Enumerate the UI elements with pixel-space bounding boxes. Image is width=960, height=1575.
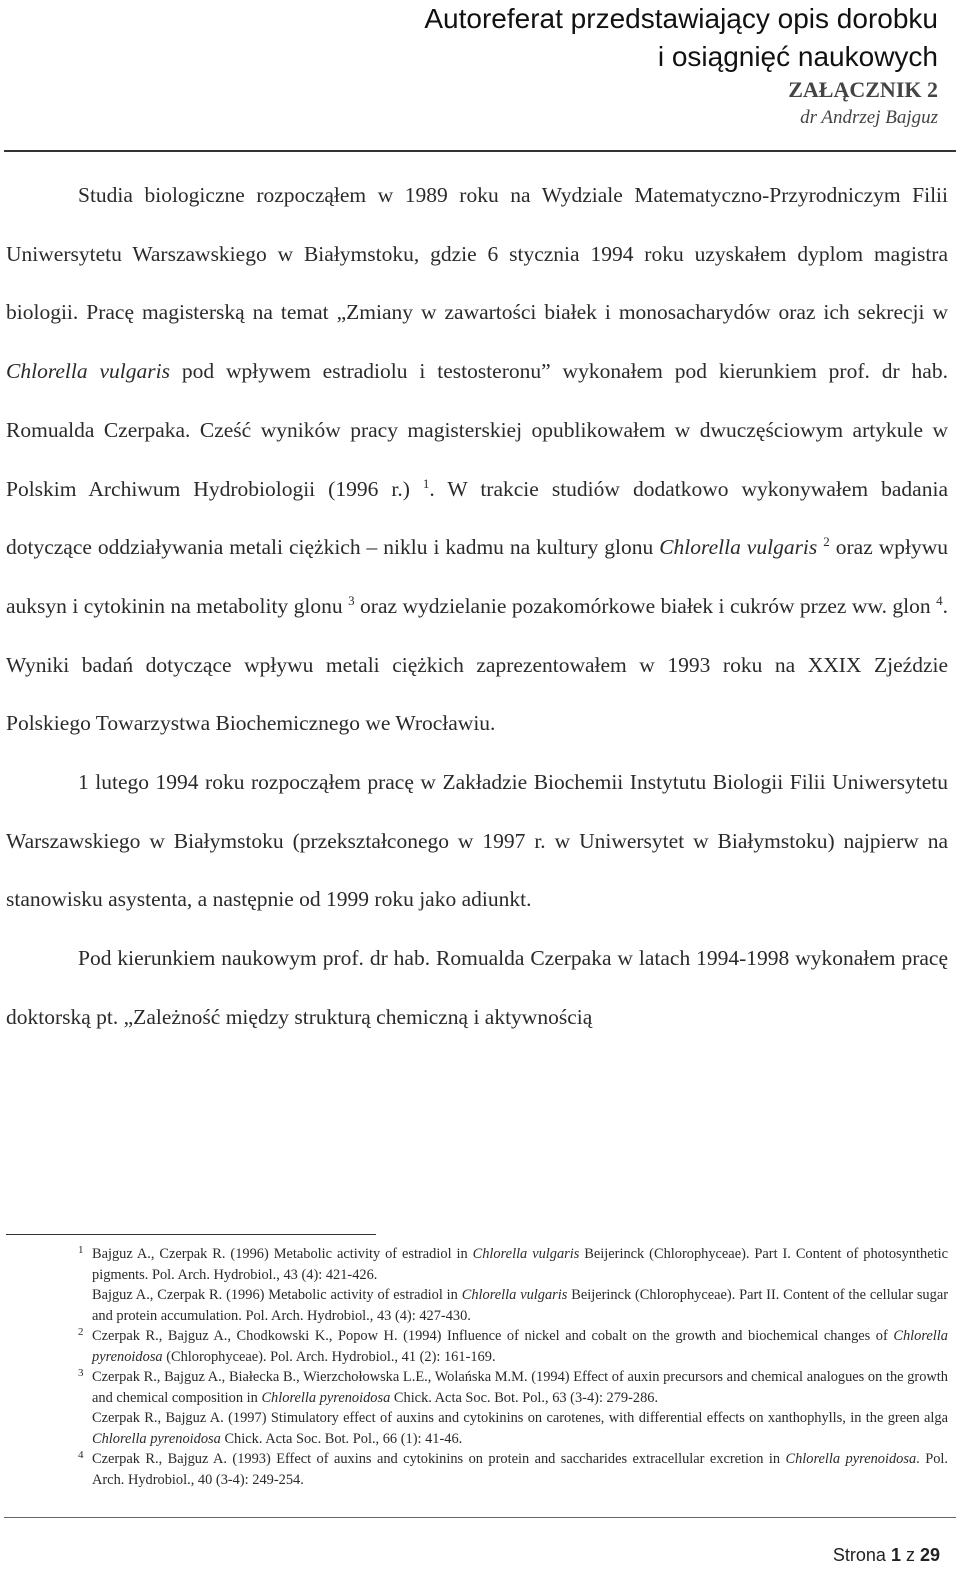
current-page: 1	[890, 1545, 901, 1565]
species-name: Chlorella vulgaris	[659, 535, 818, 560]
document-title-line-1: Autoreferat przedstawiający opis dorobku	[424, 3, 938, 34]
footnote-text: Czerpak R., Bajguz A. (1997) Stimulatory effect of auxins and cytokinins on carotenes, with differential effects on xanthophylls, in the green alga	[92, 1410, 948, 1426]
footnote-number: 2	[78, 1326, 84, 1338]
footnote-number: 1	[78, 1244, 84, 1256]
paragraph-2: 1 lutego 1994 roku rozpocząłem pracę w Zakładzie Biochemii Instytutu Biologii Filii Uniwersytetu Warszawskiego w Białymstoku (przekształconego w 1997 r. w Uniwersytet w Białymstoku) najpierw na stanowisku asystenta, a następnie od 1999 roku jako adiunkt.	[6, 770, 948, 912]
page-number	[833, 1545, 940, 1566]
footnote-ref-4[interactable]: 4	[936, 592, 943, 608]
footnote	[6, 1449, 948, 1490]
footnote-text: Czerpak R., Bajguz A., Białecka B., Wierzchołowska L.E., Wolańska M.M. (1994) Effect of auxin precursors and chemical analogues on the growth and chemical composition in	[92, 1369, 948, 1406]
footnote-ref-3[interactable]: 3	[348, 592, 355, 608]
footer-divider	[4, 1517, 956, 1518]
footnote-text: Chick. Acta Soc. Bot. Pol., 66 (1): 41-46.	[220, 1430, 463, 1447]
document-title-line-2: i osiągnięć naukowych	[657, 41, 938, 72]
footnote	[6, 1326, 948, 1367]
footnote-ref-2[interactable]: 2	[823, 534, 830, 550]
footnote-ref-1[interactable]: 1	[422, 475, 430, 491]
footnote-number: 4	[78, 1449, 84, 1461]
page-label: Strona	[832, 1545, 891, 1565]
species-name: Chlorella vulgaris	[6, 359, 170, 384]
species-name: Chlorella pyrenoidosa	[92, 1328, 948, 1365]
species-name: Chlorella vulgaris	[472, 1246, 580, 1262]
footnote-text: Bajguz A., Czerpak R. (1996) Metabolic activity of estradiol in	[92, 1287, 462, 1303]
footnote-text: Chick. Acta Soc. Bot. Pol., 63 (3-4): 279-286.	[390, 1389, 659, 1406]
footnote-number: 3	[78, 1367, 84, 1379]
page-separator: z	[900, 1545, 920, 1565]
p1-text-e: oraz wpływu auksyn i cytokinin na metabolity glonu	[6, 535, 948, 618]
total-pages: 29	[919, 1545, 940, 1565]
paragraph-1	[6, 166, 948, 753]
species-name: Chlorella vulgaris	[461, 1287, 568, 1303]
species-name: Chlorella pyrenoidosa	[261, 1389, 391, 1406]
author-name: dr Andrzej Bajguz	[800, 107, 938, 128]
paragraph-3: Pod kierunkiem naukowym prof. dr hab. Romualda Czerpaka w latach 1994-1998 wykonałem pracę doktorską pt. „Zależność między strukturą chemiczną i aktywnością	[6, 946, 948, 1029]
footnote-text: Beijerinck (Chlorophyceae). Part II. Content of the cellular sugar and protein accumulation. Pol. Arch. Hydrobiol., 43 (4): 427-430.	[92, 1287, 948, 1324]
p1-text-c: . W trakcie studiów dodatkowo wykonywałem badania dotyczące oddziaływania metali ciężkich – niklu i kadmu na kultury glonu	[6, 476, 948, 560]
footnote-text: . Pol. Arch. Hydrobiol., 40 (3-4): 249-254.	[92, 1451, 948, 1488]
footnote	[6, 1244, 948, 1285]
footnote-separator	[6, 1234, 376, 1235]
p1-text-f: oraz wydzielanie pozakomórkowe białek i cukrów przez ww. glon	[354, 593, 937, 618]
p1-text-a: Studia biologiczne rozpocząłem w 1989 roku na Wydziale Matematyczno-Przyrodniczym Filii Uniwersytetu Warszawskiego w Białymstoku, gdzie 6 stycznia 1994 roku uzyskałem dyplom magistra biologii. Pracę magisterską na temat „Zmiany w zawartości białek i monosacharydów oraz ich sekrecji w	[6, 183, 948, 325]
species-name: Chlorella pyrenoidosa	[785, 1451, 917, 1467]
footnotes	[6, 1244, 948, 1490]
footnote	[6, 1285, 948, 1326]
footnote-text: (Chlorophyceae). Pol. Arch. Hydrobiol., 41 (2): 161-169.	[162, 1348, 496, 1365]
footnote	[6, 1367, 948, 1408]
footnote	[6, 1408, 948, 1449]
document-body	[6, 166, 948, 1047]
attachment-label: ZAŁĄCZNIK 2	[788, 77, 938, 102]
footnote-text: Czerpak R., Bajguz A., Chodkowski K., Popow H. (1994) Influence of nickel and cobalt on the growth and biochemical changes of	[92, 1328, 894, 1344]
species-name: Chlorella pyrenoidosa	[92, 1430, 221, 1447]
p1-text-g: . Wyniki badań dotyczące wpływu metali ciężkich zaprezentowałem w 1993 roku na XXIX Zjeździe Polskiego Towarzystwa Biochemicznego we Wrocławiu.	[6, 593, 948, 736]
page-header	[424, 0, 938, 132]
footnote-text: Czerpak R., Bajguz A. (1993) Effect of auxins and cytokinins on protein and saccharides extracellular excretion in	[92, 1451, 786, 1467]
footnote-text: Beijerinck (Chlorophyceae). Part I. Content of photosynthetic pigments. Pol. Arch. Hydrobiol., 43 (4): 421-426.	[92, 1246, 948, 1283]
header-divider	[4, 150, 956, 152]
footnote-text: Bajguz A., Czerpak R. (1996) Metabolic activity of estradiol in	[92, 1246, 473, 1262]
p1-text-b: pod wpływem estradiolu i testosteronu” wykonałem pod kierunkiem prof. dr hab. Romualda Czerpaka. Cześć wyników pracy magisterskiej opublikowałem w dwuczęściowym artykule w Polskim Archiwum Hydrobiologii (1996 r.)	[6, 359, 948, 501]
